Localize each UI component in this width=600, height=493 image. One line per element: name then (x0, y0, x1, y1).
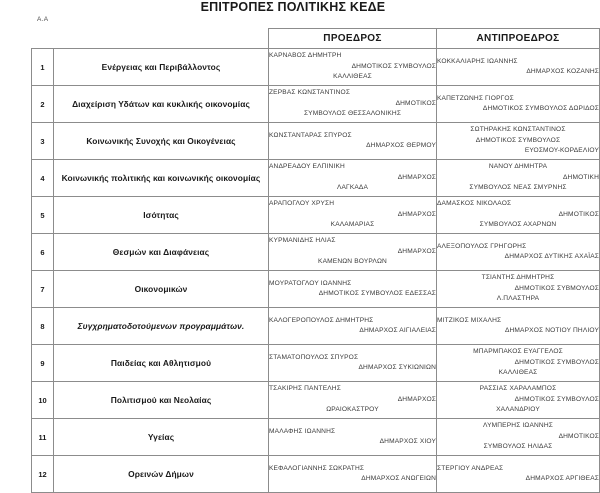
table-row (32, 86, 600, 123)
president-cell-line: ΔΗΜΑΡΧΟΣ ΑΝΩΓΕΙΩΝ (361, 475, 436, 482)
row-number: 3 (32, 123, 54, 160)
committee-name: Ενέργειας και Περιβάλλοντος (54, 49, 269, 86)
committee-name: Πολιτισμού και Νεολαίας (54, 382, 269, 419)
table-header-row (32, 29, 600, 49)
committee-name: Θεσμών και Διαφάνειας (54, 234, 269, 271)
president-cell-line: ΚΕΦΑΛΟΓΙΑΝΝΗΣ ΣΩΚΡΑΤΗΣ (269, 464, 365, 472)
header-vice-president: ΑΝΤΙΠΡΟΕΔΡΟΣ (437, 29, 600, 49)
president-cell (269, 308, 437, 345)
row-number: 8 (32, 308, 54, 345)
vice-president-cell-line: ΔΗΜΟΤΙΚΟΣ ΣΥΜΒΟΥΛΟΣ (475, 136, 561, 144)
committee-name: Υγείας (54, 419, 269, 456)
president-cell-line: ΛΑΓΚΑΔΑ (336, 184, 369, 192)
committee-name: Συγχρηματοδοτούμενων προγραμμάτων. (54, 308, 269, 345)
vice-president-cell-line: ΣΥΜΒΟΥΛΟΣ ΗΛΙΔΑΣ (483, 443, 553, 451)
president-cell-line: ΚΥΡΜΑΝΙΔΗΣ ΗΛΙΑΣ (269, 237, 336, 245)
table-row (32, 456, 600, 493)
vice-president-cell-line: ΔΗΜΑΡΧΟΣ ΝΟΤΙΟΥ ΠΗΛΙΟΥ (504, 327, 599, 334)
vice-president-cell-line: ΔΗΜΑΡΧΟΣ ΔΥΤΙΚΗΣ ΑΧΑΪΑΣ (504, 253, 599, 260)
president-cell-line: ΔΗΜΟΤΙΚΟΣ ΣΥΜΒΟΥΛΟΣ ΕΔΕΣΣΑΣ (318, 290, 436, 297)
vice-president-cell (437, 160, 600, 197)
vice-president-cell-line: Λ.ΠΛΑΣΤΗΡΑ (496, 295, 540, 303)
header-number-blank (32, 29, 54, 49)
vice-president-cell-line: ΚΟΚΚΑΛΙΑΡΗΣ ΙΩΑΝΝΗΣ (437, 57, 518, 65)
row-number: 2 (32, 86, 54, 123)
president-cell (269, 160, 437, 197)
row-number: 7 (32, 271, 54, 308)
vice-president-cell-line: ΧΑΛΑΝΔΡΙΟΥ (496, 406, 540, 414)
vice-president-cell-line: ΝΑΝΟΥ ΔΗΜΗΤΡΑ (488, 163, 548, 171)
president-cell-line: ΚΑΜΕΝΩΝ ΒΟΥΡΛΩΝ (318, 258, 387, 266)
table-row (32, 49, 600, 86)
president-cell-line: ΚΩΝΣΤΑΝΤΑΡΑΣ ΣΠΥΡΟΣ (269, 131, 352, 139)
president-cell-line: ΩΡΑΙΟΚΑΣΤΡΟΥ (326, 406, 379, 414)
president-cell-line: ΜΑΛΑΦΗΣ ΙΩΑΝΝΗΣ (269, 427, 336, 435)
vice-president-cell-line: ΡΑΣΣΙΑΣ ΧΑΡΑΛΑΜΠΟΣ (479, 385, 557, 393)
vice-president-cell-line: ΔΗΜΟΤΙΚΟΣ ΣΥΜΒΟΥΛΟΣ (514, 358, 599, 366)
committee-name: Οικονομικών (54, 271, 269, 308)
vice-president-cell (437, 345, 600, 382)
vice-president-cell (437, 308, 600, 345)
vice-president-cell (437, 234, 600, 271)
vice-president-cell-line: ΔΗΜΟΤΙΚΟΣ ΣΥΒΜΟΥΛΟΣ (514, 284, 599, 292)
vice-president-cell (437, 123, 600, 160)
committee-name: Παιδείας και Αθλητισμού (54, 345, 269, 382)
row-number: 9 (32, 345, 54, 382)
row-number: 12 (32, 456, 54, 493)
president-cell (269, 49, 437, 86)
committees-table (31, 28, 600, 493)
vice-president-cell-line: ΜΙΤΖΙΚΟΣ ΜΙΧΑΛΗΣ (437, 316, 502, 324)
president-cell-line: ΔΗΜΑΡΧΟΣ ΑΙΓΙΑΛΕΙΑΣ (359, 327, 436, 334)
index-label-row (0, 16, 600, 28)
row-number: 1 (32, 49, 54, 86)
table-row (32, 160, 600, 197)
table-row (32, 308, 600, 345)
vice-president-cell (437, 456, 600, 493)
header-committee-blank (54, 29, 269, 49)
table-row (32, 382, 600, 419)
table-row (32, 271, 600, 308)
president-cell (269, 234, 437, 271)
president-cell-line: ΔΗΜΑΡΧΟΣ ΧΙΟΥ (379, 438, 436, 445)
president-cell (269, 271, 437, 308)
president-cell (269, 456, 437, 493)
president-cell-line: ΔΗΜΟΤΙΚΟΣ ΣΥΜΒΟΥΛΟΣ (351, 62, 436, 70)
president-cell (269, 123, 437, 160)
president-cell (269, 345, 437, 382)
president-cell-line: ΖΕΡΒΑΣ ΚΩΝΣΤΑΝΤΙΝΟΣ (269, 89, 351, 97)
president-cell-line: ΑΝΔΡΕΑΔΟΥ ΕΛΠΙΝΙΚΗ (269, 163, 345, 171)
vice-president-cell-line: ΔΑΜΑΣΚΟΣ ΝΙΚΟΛΑΟΣ (437, 200, 512, 208)
committee-name: Διαχείριση Υδάτων και κυκλικής οικονομίας (54, 86, 269, 123)
vice-president-cell-line: ΣΤΕΡΓΙΟΥ ΑΝΔΡΕΑΣ (437, 464, 504, 472)
president-cell-line: ΣΤΑΜΑΤΟΠΟΥΛΟΣ ΣΠΥΡΟΣ (269, 353, 359, 361)
row-number: 4 (32, 160, 54, 197)
page-title: ΕΠΙΤΡΟΠΕΣ ΠΟΛΙΤΙΚΗΣ ΚΕΔΕ (200, 0, 386, 14)
vice-president-cell-line: ΣΥΜΒΟΥΛΟΣ ΝΕΑΣ ΣΜΥΡΝΗΣ (469, 184, 567, 192)
vice-president-cell (437, 271, 600, 308)
president-cell (269, 197, 437, 234)
index-column-label: Α.Α (37, 16, 49, 23)
vice-president-cell-line: ΑΛΕΞΟΠΟΥΛΟΣ ΓΡΗΓΟΡΗΣ (437, 242, 527, 250)
president-cell-line: ΔΗΜΑΡΧΟΣ (397, 395, 436, 403)
president-cell-line: ΚΑΛΟΓΕΡΟΠΟΥΛΟΣ ΔΗΜΗΤΡΗΣ (269, 316, 374, 324)
vice-president-cell (437, 86, 600, 123)
president-cell-line: ΚΑΛΑΜΑΡΙΑΣ (330, 221, 375, 229)
table-row (32, 234, 600, 271)
vice-president-cell (437, 197, 600, 234)
vice-president-cell (437, 49, 600, 86)
vice-president-cell-line: ΛΥΜΠΕΡΗΣ ΙΩΑΝΝΗΣ (483, 422, 553, 430)
vice-president-cell-line: ΔΗΜΟΤΙΚΗ (562, 173, 599, 181)
table-row (32, 197, 600, 234)
committee-name: Ορεινών Δήμων (54, 456, 269, 493)
vice-president-cell-line: ΚΑΛΛΙΘΕΑΣ (498, 369, 538, 377)
president-cell-line: ΔΗΜΑΡΧΟΣ ΣΥΚΙΩΝΙΩΝ (358, 364, 436, 371)
president-cell (269, 382, 437, 419)
row-number: 11 (32, 419, 54, 456)
president-cell-line: ΚΑΛΛΙΘΕΑΣ (333, 73, 372, 81)
row-number: 10 (32, 382, 54, 419)
committees-table-body (32, 49, 600, 493)
table-row (32, 419, 600, 456)
president-cell-line: ΤΣΑΚΙΡΗΣ ΠΑΝΤΕΛΗΣ (269, 385, 341, 393)
president-cell-line: ΔΗΜΑΡΧΟΣ (397, 210, 436, 218)
vice-president-cell-line: ΤΣΙΑΝΤΗΣ ΔΗΜΗΤΡΗΣ (481, 274, 555, 282)
president-cell-line: ΣΥΜΒΟΥΛΟΣ ΘΕΣΣΑΛΟΝΙΚΗΣ (303, 110, 402, 118)
vice-president-cell-line: ΣΩΤΗΡΑΚΗΣ ΚΩΝΣΤΑΝΤΙΝΟΣ (470, 126, 566, 134)
vice-president-cell-line: ΕΥΟΣΜΟΥ-ΚΟΡΔΕΛΙΟΥ (524, 147, 599, 155)
president-cell-line: ΔΗΜΑΡΧΟΣ (397, 247, 436, 255)
table-row (32, 123, 600, 160)
vice-president-cell-line: ΔΗΜΟΤΙΚΟΣ ΣΥΜΒΟΥΛΟΣ ΔΩΡΙΔΟΣ (482, 105, 599, 112)
committee-name: Κοινωνικής πολιτικής και κοινωνικής οικονομίας (54, 160, 269, 197)
vice-president-cell-line: ΜΠΑΡΜΠΑΚΟΣ ΕΥΑΓΓΕΛΟΣ (473, 348, 563, 356)
president-cell-line: ΚΑΡΝΑΒΟΣ ΔΗΜΗΤΡΗ (269, 52, 342, 60)
president-cell-line: ΑΡΑΠΟΓΛΟΥ ΧΡΥΣΗ (269, 200, 335, 208)
president-cell (269, 419, 437, 456)
committee-name: Κοινωνικής Συνοχής και Οικογένειας (54, 123, 269, 160)
row-number: 6 (32, 234, 54, 271)
president-cell-line: ΜΟΥΡΑΤΟΓΛΟΥ ΙΩΑΝΝΗΣ (269, 279, 352, 287)
vice-president-cell-line: ΣΥΜΒΟΥΛΟΣ ΑΧΑΡΝΩΝ (479, 221, 557, 229)
vice-president-cell (437, 419, 600, 456)
vice-president-cell (437, 382, 600, 419)
president-cell-line: ΔΗΜΑΡΧΟΣ ΘΕΡΜΟΥ (366, 142, 436, 149)
vice-president-cell-line: ΔΗΜΟΤΙΚΟΣ (558, 210, 599, 218)
table-row (32, 345, 600, 382)
committee-name: Ισότητας (54, 197, 269, 234)
vice-president-cell-line: ΔΗΜΟΤΙΚΟΣ ΣΥΜΒΟΥΛΟΣ (514, 395, 599, 403)
president-cell (269, 86, 437, 123)
vice-president-cell-line: ΚΑΠΕΤΖΩΝΗΣ ΓΙΟΡΓΟΣ (437, 94, 514, 102)
row-number: 5 (32, 197, 54, 234)
vice-president-cell-line: ΔΗΜΑΡΧΟΣ ΚΟΖΑΝΗΣ (526, 68, 599, 75)
president-cell-line: ΔΗΜΟΤΙΚΟΣ (395, 99, 436, 107)
vice-president-cell-line: ΔΗΜΑΡΧΟΣ ΑΡΓΙΘΕΑΣ (525, 475, 599, 482)
header-president: ΠΡΟΕΔΡΟΣ (269, 29, 437, 49)
president-cell-line: ΔΗΜΑΡΧΟΣ (397, 173, 436, 181)
vice-president-cell-line: ΔΗΜΟΤΙΚΟΣ (558, 432, 599, 440)
